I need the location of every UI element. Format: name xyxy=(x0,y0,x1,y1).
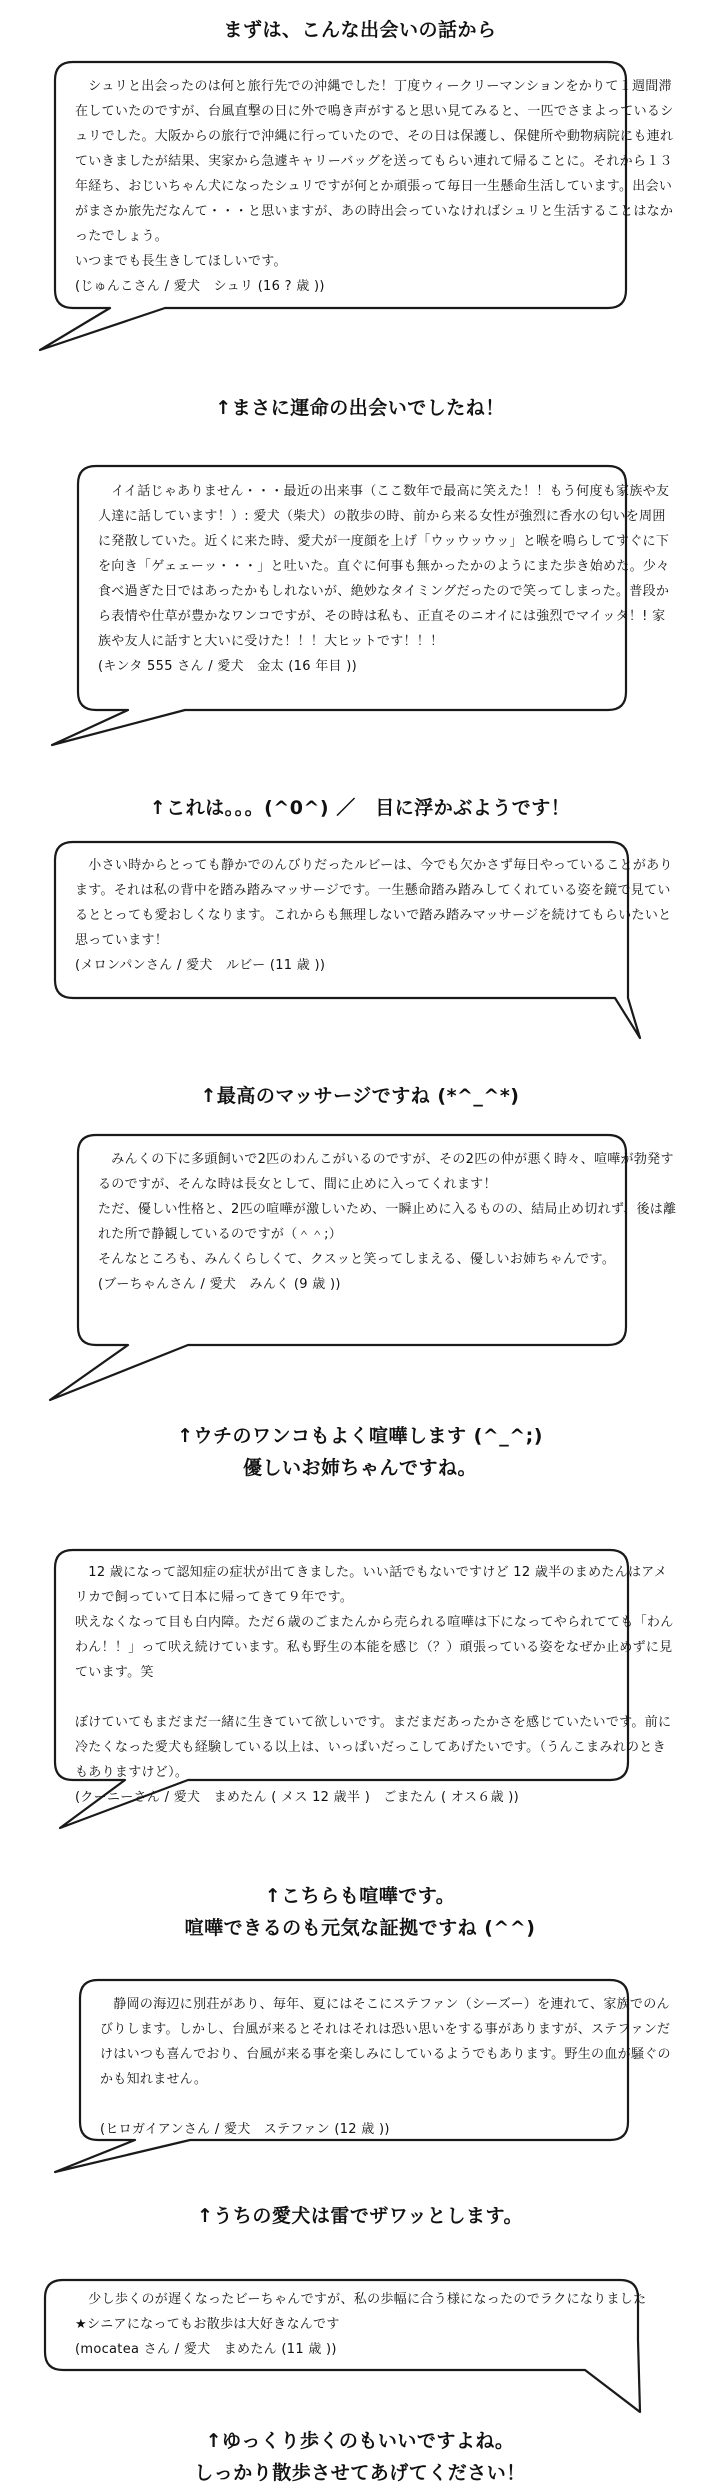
editor-comment-7 xyxy=(0,2425,720,2489)
story-author: (メロンパンさん / 愛犬 ルビー (11 歳 )) xyxy=(75,958,326,973)
story-paragraph: シュリと出会ったのは何と旅行先での沖縄でした！丁度ウィークリーマンションをかりて１週間滞在していたのですが、台風直撃の日に外で鳴き声がすると思い見てみると、一匹でさまよっているシュリでした。大阪からの旅行で沖縄に行っていたので、その日は保護し、保健所や動物病院にも連れていきましたが結果、実家から急遽キャリーバッグを送ってもらい連れて帰ることに。それから１３年経ち、おじいちゃん犬になったシュリですが何とか頑張って毎日一生懸命生活しています。出会いがまさか旅先だなんて・・・と思いますが、あの時出会っていなければシュリと生活することはなかったでしょう。 xyxy=(75,79,674,244)
story-paragraph: ぼけていてもまだまだ一緒に生きていて欲しいです。まだまだあったかさを感じていたいです。前に冷たくなった愛犬も経験している以上は、いっぱいだっこしてあげたいです。（うんこまみれのときもありますけど）。 xyxy=(75,1715,672,1780)
editor-comment-line: 優しいお姉ちゃんですね。 xyxy=(242,1457,477,1479)
page-title-text: まずは、こんな出会いの話から xyxy=(223,19,497,41)
editor-comment-line: ↑うちの愛犬は雷でザワッとします。 xyxy=(197,2205,523,2227)
story-paragraph: そんなところも、みんくらしくて、クスッと笑ってしまえる、優しいお姉ちゃんです。 xyxy=(98,1252,616,1267)
editor-comment-line: ↑これは。。。(^0^) ／ 目に浮かぶようです！ xyxy=(149,797,571,819)
story-paragraph: ただ、優しい性格と、2匹の喧嘩が激しいため、一瞬止めに入るものの、結局止め切れず、後は離れた所で静観しているのですが（＾＾;） xyxy=(98,1202,677,1242)
editor-comment-line: ↑こちらも喧嘩です。 xyxy=(264,1885,456,1907)
story-paragraph: みんくの下に多頭飼いで2匹のわんこがいるのですが、その2匹の仲が悪く時々、喧嘩が勃発するのですが、そんな時は長女として、間に止めに入ってくれます！ xyxy=(98,1152,674,1192)
story-author: (キンタ 555 さん / 愛犬 金太 (16 年目 )) xyxy=(98,659,357,674)
story-paragraph: 少し歩くのが遅くなったビーちゃんですが、私の歩幅に合う様になったのでラクになりました★シニアになってもお散歩は大好きなんです xyxy=(75,2292,647,2332)
editor-comment-line: 喧嘩できるのも元気な証拠ですね (^^) xyxy=(184,1917,536,1939)
story-author: (ヒロガイアンさん / 愛犬 ステファン (12 歳 )) xyxy=(100,2122,390,2137)
story-text-7 xyxy=(75,2287,655,2362)
story-author: (クーニーさん / 愛犬 まめたん ( メス 12 歳半 ) ごまたん ( オス６歳 )) xyxy=(75,1790,520,1805)
story-paragraph: 静岡の海辺に別荘があり、毎年、夏にはそこにステファン（シーズー）を連れて、家族でのんびりします。しかし、台風が来るとそれはそれは恐い思いをする事がありますが、ステファンだけはいつも喜んでおり、台風が来る事を楽しみにしているようでもあります。野生の血が騒ぐのかも知れません。 xyxy=(100,1997,671,2087)
story-paragraph: イイ話じゃありません・・・最近の出来事（ここ数年で最高に笑えた！！もう何度も家族や友人達に話しています！）: 愛犬（柴犬）の散歩の時、前から来る女性が強烈に香水の匂いを周囲に発散していた。近くに来た時、愛犬が一度顔を上げ「ウッウッウッ」と喉を鳴らしてすぐに下を向き「ゲェェーッ・・・」と吐いた。直ぐに何事も無かったかのようにまた歩き始めた。少々食べ過ぎた日ではあったかもしれないが、絶妙なタイミングだったので笑ってしまった。普段から表情や仕草が豊かなワンコですが、その時は私も、正直そのニオイには強烈でマイッタ！! 家族や友人に話すと大いに受けた！！！大ヒットです！！！ xyxy=(98,484,670,649)
story-author: (ブーちゃんさん / 愛犬 みんく (9 歳 )) xyxy=(98,1277,341,1292)
editor-comment-line: ↑ゆっくり歩くのもいいですよね。 xyxy=(205,2430,515,2452)
editor-comment-line: ↑最高のマッサージですね (*^_^*) xyxy=(200,1085,520,1107)
editor-comment-line: ↑ウチのワンコもよく喧嘩します (^_^;) xyxy=(177,1425,543,1447)
story-paragraph: 吠えなくなって目も白内障。ただ６歳のごまたんから売られる喧嘩は下になってやられてても「わんわん！！」って吠え続けています。私も野生の本能を感じ（？）頑張っている姿をなぜか止めずに見ています。笑 xyxy=(75,1615,674,1680)
story-author: (じゅんこさん / 愛犬 シュリ (16 ? 歳 )) xyxy=(75,279,325,294)
story-paragraph: いつまでも長生きしてほしいです。 xyxy=(75,254,287,269)
editor-comment-line: ↑まさに運命の出会いでしたね！ xyxy=(215,397,505,419)
story-paragraph: 12 歳になって認知症の症状が出てきました。いい話でもないですけど 12 歳半のまめたんはアメリカで飼っていて日本に帰ってきて９年です。 xyxy=(75,1565,668,1605)
editor-comment-line: しっかり散歩させてあげてください！ xyxy=(194,2462,526,2484)
story-author: (mocatea さん / 愛犬 まめたん (11 歳 )) xyxy=(75,2342,337,2357)
story-paragraph: 小さい時からとっても静かでのんびりだったルビーは、今でも欠かさず毎日やっていることがあります。それは私の背中を踏み踏みマッサージです。一生懸命踏み踏みしてくれている姿を鏡で見ているととっても愛おしくなります。これからも無理しないで踏み踏みマッサージを続けてもらいたいと思っています！ xyxy=(75,858,673,948)
